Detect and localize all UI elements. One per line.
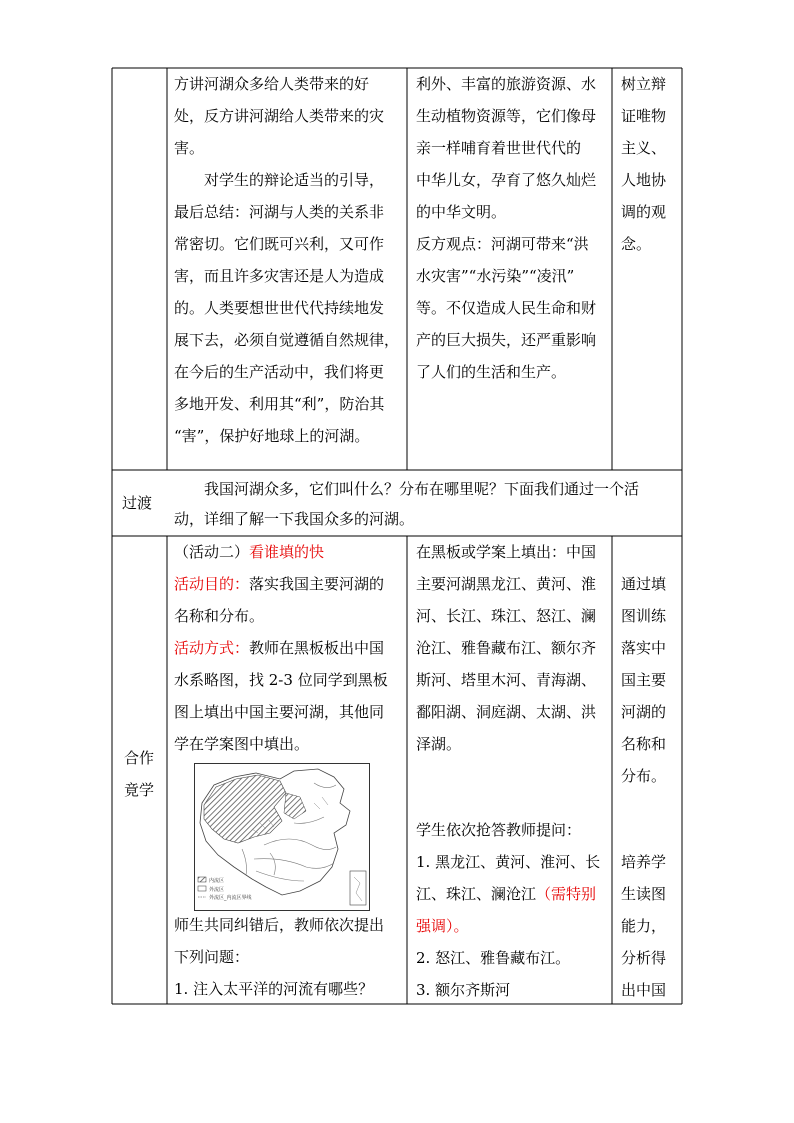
method-line (174, 632, 402, 664)
text-line: 害。 (174, 139, 205, 157)
stage-label-transition: 过渡 (122, 494, 153, 512)
emphasis-note: 强调）。 (416, 917, 469, 935)
activity-prefix: （活动二） (174, 543, 250, 561)
text-line: 的。人类要想世世代代持续地发 (174, 299, 385, 317)
text-line: 害，而且许多灾害还是人为造成 (174, 267, 385, 285)
text-line: 处，反方讲河湖给人类带来的灾 (174, 107, 385, 125)
text-line: 能力， (621, 917, 667, 935)
text-line: 对学生的辩论适当的引导， (204, 171, 385, 189)
text-line: 最后总结：河湖与人类的关系非 (174, 203, 385, 221)
teacher-activity-cell-1 (174, 68, 402, 452)
text-line: 河、长江、珠江、怒江、澜 (416, 607, 597, 625)
text-line: 念。 (621, 235, 652, 253)
text-line: 3. 额尔齐斯河 (416, 981, 511, 999)
text-line: 培养学 (621, 853, 667, 871)
text-line: 主义、 (621, 139, 667, 157)
text-line: 1. 黑龙江、黄河、淮河、长 (416, 853, 601, 871)
text-line: 沧江、雅鲁藏布江、额尔齐 (416, 639, 597, 657)
text-line: 常密切。它们既可兴利，又可作 (174, 235, 385, 253)
text-line: 学生依次抢答教师提问： (416, 821, 582, 839)
text-line: 证唯物 (621, 107, 667, 125)
text-line: 名称和分布。 (174, 607, 265, 625)
activity-title-line (174, 536, 402, 568)
transition-text-cell (174, 474, 674, 534)
text-line: 通过填 (621, 575, 667, 593)
design-intent-cell-3 (621, 846, 679, 1006)
text-line: 的中华文明。 (416, 203, 507, 221)
text-line: 分布。 (621, 767, 667, 785)
text-line: 落实中 (621, 639, 667, 657)
answer-text: 江、珠江、澜沧江 (416, 885, 537, 903)
text-line: 分析得 (621, 949, 667, 967)
text-line: 展下去，必须自觉遵循自然规律， (174, 331, 400, 349)
map-legend-label: 外流区 (209, 887, 225, 893)
goal-label: 活动目的： (174, 575, 250, 593)
text-line: 2. 怒江、雅鲁藏布江。 (416, 949, 571, 967)
text-line: 主要河湖黑龙江、黄河、淮 (416, 575, 597, 593)
text-line: 树立辩 (621, 75, 667, 93)
emphasis-note: （需特别 (536, 885, 597, 903)
text-line: 生动植物资源等，它们像母 (416, 107, 597, 125)
text-line: 师生共同纠错后，教师依次提出 (174, 916, 385, 934)
text-line: “害”，保护好地球上的河湖。 (174, 427, 370, 445)
method-label: 活动方式： (174, 639, 250, 657)
text-line: 鄱阳湖、洞庭湖、太湖、洪 (416, 703, 597, 721)
text-line: 1. 注入太平洋的河流有哪些？ (174, 980, 374, 998)
text-line: 图上填出中国主要河湖，其他同 (174, 703, 385, 721)
method-text: 教师在黑板板出中国 (249, 639, 385, 657)
design-intent-cell-1 (621, 68, 679, 260)
activity-title: 看谁填的快 (249, 543, 325, 561)
answer-line (416, 878, 608, 910)
text-line: 调的观 (621, 203, 667, 221)
text-line: 水灾害”“水污染”“凌汛” (416, 267, 575, 285)
text-line: 反方观点：河湖可带来“洪 (416, 235, 589, 253)
text-line: 在今后的生产活动中，我们将更 (174, 363, 385, 381)
text-line: 水系略图，找 2-3 位同学到黑板 (174, 671, 388, 689)
teacher-questions (174, 909, 402, 1005)
text-line: 图训练 (621, 607, 667, 625)
text-line: 我国河湖众多，它们叫什么？分布在哪里呢？下面我们通过一个活 (204, 480, 640, 498)
text-line: 生读图 (621, 885, 667, 903)
stage-label-cooperate (124, 742, 154, 806)
text-line: 方讲河湖众多给人类带来的好 (174, 75, 370, 93)
text-line: 多地开发、利用其“利”，防治其 (174, 395, 385, 413)
china-river-map (194, 763, 370, 911)
text-line: 学在学案图中填出。 (174, 735, 310, 753)
stage-label-line: 合作 (124, 749, 155, 767)
teacher-activity-cell-2 (174, 536, 402, 760)
text-line: 河湖的 (621, 703, 667, 721)
text-line: 名称和 (621, 735, 667, 753)
map-legend-label: 内流区 (209, 878, 225, 884)
text-line: 中华儿女，孕育了悠久灿烂 (416, 171, 597, 189)
student-answers (416, 814, 608, 1006)
stage-label-line: 竟学 (124, 781, 155, 799)
student-activity-cell-2 (416, 536, 608, 760)
text-line: 在黑板或学案上填出：中国 (416, 543, 597, 561)
text-line: 出中国 (621, 981, 667, 999)
text-line: 斯河、塔里木河、青海湖、 (416, 671, 597, 689)
text-line: 国主要 (621, 671, 667, 689)
text-line: 人地协 (621, 171, 667, 189)
map-legend-label: 外流区_内流区界线 (209, 895, 252, 901)
text-line: 产的巨大损失，还严重影响 (416, 331, 597, 349)
text-line: 利外、丰富的旅游资源、水 (416, 75, 597, 93)
text-line: 下列问题： (174, 948, 250, 966)
design-intent-cell-2 (621, 568, 679, 792)
goal-line (174, 568, 402, 600)
goal-text: 落实我国主要河湖的 (249, 575, 385, 593)
text-line: 亲一样哺育着世世代代的 (416, 139, 582, 157)
student-activity-cell-1 (416, 68, 608, 388)
text-line: 泽湖。 (416, 735, 462, 753)
text-line: 了人们的生活和生产。 (416, 363, 567, 381)
text-line: 等。不仅造成人民生命和财 (416, 299, 597, 317)
text-line: 动，详细了解一下我国众多的河湖。 (174, 510, 415, 528)
